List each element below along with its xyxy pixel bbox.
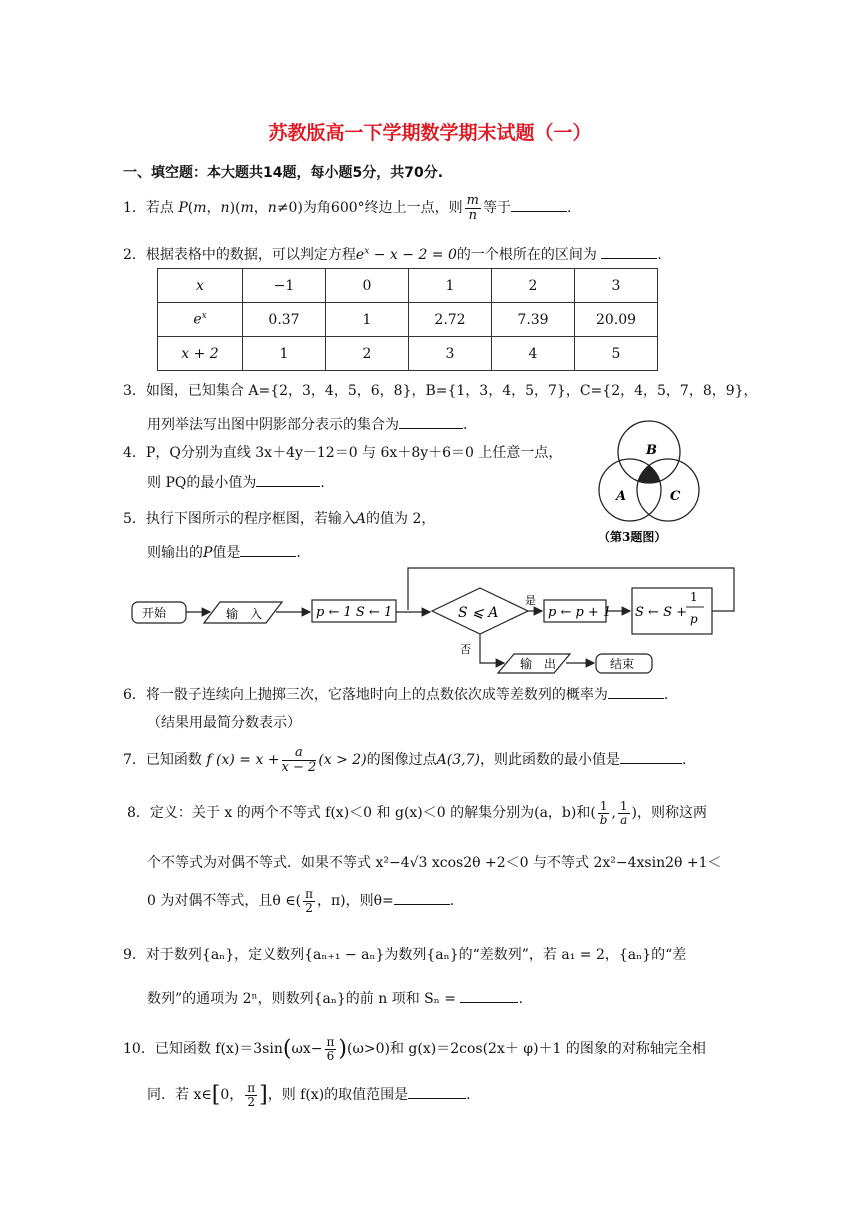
no-label: 否 <box>460 643 471 656</box>
answer-blank-5[interactable] <box>240 542 296 557</box>
circle-a <box>599 459 661 521</box>
answer-blank-7[interactable] <box>620 749 682 764</box>
page-title: 苏教版高一下学期数学期末试题（一） <box>268 122 592 144</box>
flowchart <box>130 566 742 678</box>
question-3: 3．如图，已知集合 A={2，3，4，5，6，8}，B={1，3，4，5，7}，C={2，4，5，7，8，9}， <box>123 383 758 399</box>
answer-blank-1[interactable] <box>511 197 567 212</box>
start-label: 开始 <box>142 606 167 620</box>
answer-blank-4[interactable] <box>256 472 320 487</box>
question-9-line-2: 数列”的通项为 2ⁿ，则数列{aₙ}的前 n 项和 Sₙ = . <box>147 988 523 1008</box>
circle-c <box>637 459 699 521</box>
question-4: 4．P，Q分别为直线 3x＋4y－12＝0 与 6x＋8y＋6＝0 上任意一点， <box>123 445 563 461</box>
answer-blank-2[interactable] <box>601 244 657 259</box>
label-c: C <box>670 489 681 504</box>
question-1: 1．若点 P(m，n)(m，n≠0)为角600°终边上一点，则 $\frac{m}{n}$ 等于 . <box>123 193 572 223</box>
update-p-label: p ← p + 1 <box>548 605 612 620</box>
label-b: B <box>646 443 657 458</box>
update-s-label: S ← S + <box>635 605 687 620</box>
table-row: x −1 0 1 2 3 <box>158 269 658 303</box>
label-a: A <box>616 489 627 504</box>
yes-label: 是 <box>525 594 536 607</box>
question-8: 8．定义：关于 x 的两个不等式 f(x)＜0 和 g(x)＜0 的解集分别为(a，b)和( $\frac{1}{b}$ , $\frac{1}{a}$ )，则称这两 <box>127 799 708 827</box>
question-10: 10．已知函数 f(x)＝3sin(ωx− $\frac{\pi}{6}$ )(ω>0)和 g(x)＝2cos(2x＋ φ)＋1 的图象的对称轴完全相 <box>123 1035 706 1063</box>
question-8-line-2: 个不等式为对偶不等式．如果不等式 x²−4√3 xcos2θ +2＜0 与不等式 2x²−4xsin2θ +1＜ <box>147 855 722 871</box>
update-s-num: 1 <box>690 590 698 604</box>
update-s-den: p <box>690 612 698 626</box>
answer-blank-9[interactable] <box>460 988 518 1003</box>
question-5-line-2: 则输出的P值是 . <box>147 542 301 562</box>
question-3-line-2: 用列举法写出图中阴影部分表示的集合为 . <box>147 414 467 434</box>
venn-caption: （第3题图） <box>598 530 667 544</box>
question-8-line-3: 0 为对偶不等式，且θ ∈( $\frac{\pi}{2}$ ，π)，则θ= . <box>147 887 455 915</box>
table-row: $e^x$ 0.37 1 2.72 7.39 20.09 <box>158 303 658 337</box>
condition-label: S ⩽ A <box>458 605 499 621</box>
question-9: 9．对于数列{aₙ}，定义数列{aₙ₊₁ − aₙ}为数列{aₙ}的“差数列”，若 a₁ = 2，{aₙ}的“差 <box>123 947 687 963</box>
question-6: 6．将一骰子连续向上抛掷三次，它落地时向上的点数依次成等差数列的概率为 . <box>123 684 668 704</box>
output-label: 输 出 <box>520 657 557 671</box>
question-6-line-2: （结果用最简分数表示） <box>147 715 301 731</box>
data-table <box>157 268 658 371</box>
answer-blank-6[interactable] <box>608 684 664 699</box>
question-4-line-2: 则 PQ的最小值为 . <box>147 472 325 492</box>
table-row: x + 2 1 2 3 4 5 <box>158 337 658 371</box>
answer-blank-3[interactable] <box>399 414 463 429</box>
question-7: 7．已知函数 f (x) = x + $\frac{a}{x - 2}$ (x > 2)的图像过点A(3,7)，则此函数的最小值是 . <box>123 745 687 775</box>
venn-diagram <box>596 418 706 548</box>
question-2: 2．根据表格中的数据，可以判定方程$e^x - x - 2 = 0$的一个根所在的区间为 . <box>123 244 662 264</box>
answer-blank-10[interactable] <box>408 1084 466 1099</box>
end-label: 结束 <box>610 657 635 671</box>
section-heading: 一、填空题：本大题共14题，每小题5分，共70分. <box>123 165 444 181</box>
question-10-line-2: 同．若 x∈[0， $\frac{\pi}{2}$ ]，则 f(x)的取值范围是 . <box>147 1081 471 1109</box>
input-label: 输 入 <box>226 607 263 621</box>
init-label: p ← 1 S ← 1 <box>316 605 393 620</box>
answer-blank-8[interactable] <box>394 890 450 905</box>
question-5: 5．执行下图所示的程序框图，若输入A的值为 2， <box>123 511 436 527</box>
